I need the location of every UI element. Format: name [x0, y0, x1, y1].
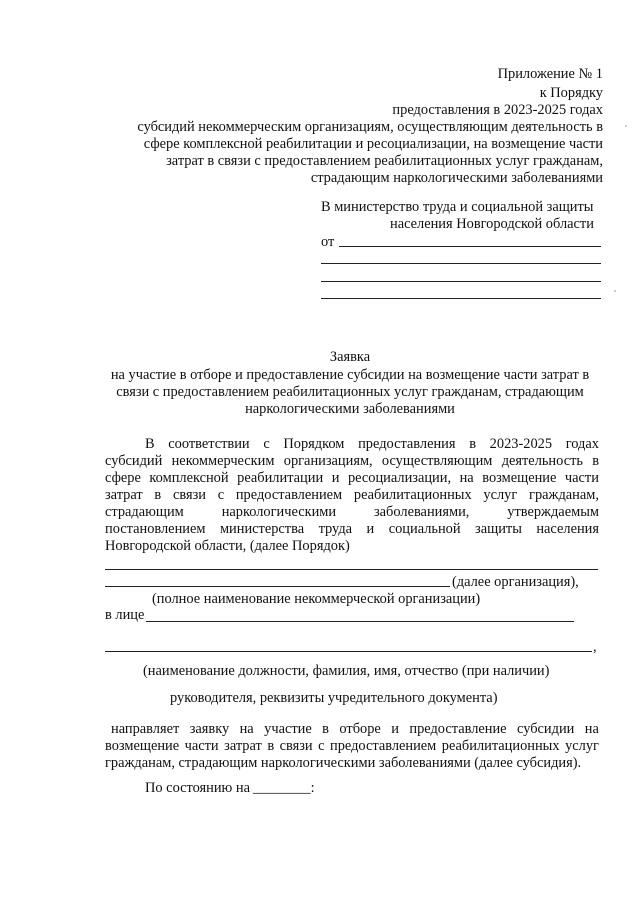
para2-line: направляет заявку на участие в отборе и предоставление субсидии на	[111, 721, 599, 737]
from-label: от	[321, 234, 335, 250]
person-caption-1: (наименование должности, фамилия, имя, отчество (при наличии)	[143, 663, 550, 679]
para1-line: постановлением министерства труда и социальной защиты населения	[105, 521, 599, 537]
title-line-2: связи с предоставлением реабилитационных услуг гражданам, страдающим	[116, 384, 584, 400]
para2-line: возмещение части затрат в связи с предоставлением реабилитационных услуг	[105, 738, 599, 754]
from-field-line-3[interactable]	[321, 281, 601, 282]
status-date-field[interactable]: ________:	[253, 780, 315, 796]
org-name-field-line-1[interactable]	[105, 569, 598, 570]
appendix-line-7: страдающим наркологическими заболеваниями	[310, 170, 603, 186]
para1-line: сфере комплексной реабилитации и ресоциализации, на возмещение части	[105, 470, 599, 486]
appendix-line-6: затрат в связи с предоставлением реабилитационных услуг гражданам,	[166, 153, 603, 169]
appendix-line-4: субсидий некоммерческим организациям, осуществляющим деятельность в	[137, 119, 603, 135]
person-field-line-1[interactable]	[146, 621, 574, 622]
scan-speck	[614, 290, 616, 292]
para1-line: субсидий некоммерческим организациям, осуществляющим деятельность в	[105, 453, 599, 469]
scan-speck	[625, 125, 627, 127]
para1-last-line: Новгородской области, (далее Порядок)	[105, 538, 350, 554]
status-prefix: По состоянию на	[145, 780, 250, 796]
person-field-line-2[interactable]	[105, 651, 592, 652]
appendix-ref: к Порядку	[539, 85, 603, 101]
para1-line: страдающим наркологическими заболеваниями, утверждаемым	[105, 504, 599, 520]
from-field-line-4[interactable]	[321, 298, 601, 299]
addressee-line-2: населения Новгородской области	[390, 216, 594, 232]
org-caption: (полное наименование некоммерческой организации)	[152, 591, 481, 607]
org-suffix: (далее организация),	[452, 574, 579, 590]
appendix-number: Приложение № 1	[497, 66, 603, 82]
person-field-comma: ,	[593, 639, 597, 655]
appendix-line-3: предоставления в 2023-2025 годах	[392, 102, 603, 118]
para1-line: В соответствии с Порядком предоставления в 2023-2025 годах	[145, 436, 599, 452]
from-field-line-1[interactable]	[339, 246, 601, 247]
para2-last-line: гражданам, страдающим наркологическими заболеваниями (далее субсидия).	[105, 755, 582, 771]
title-line-3: наркологическими заболеваниями	[245, 401, 455, 417]
person-label: в лице	[105, 607, 145, 623]
appendix-line-5: сфере комплексной реабилитации и ресоциализации, на возмещение части	[143, 136, 603, 152]
para1-line: затрат в связи с предоставлением реабилитационных услуг гражданам,	[105, 487, 599, 503]
from-field-line-2[interactable]	[321, 263, 601, 264]
person-caption-2: руководителя, реквизиты учредительного документа)	[170, 690, 498, 706]
title-line-1: на участие в отборе и предоставление субсидии на возмещение части затрат в	[110, 367, 590, 383]
title-heading: Заявка	[329, 349, 371, 365]
addressee-line-1: В министерство труда и социальной защиты	[321, 199, 594, 215]
org-name-field-line-2[interactable]	[105, 586, 450, 587]
